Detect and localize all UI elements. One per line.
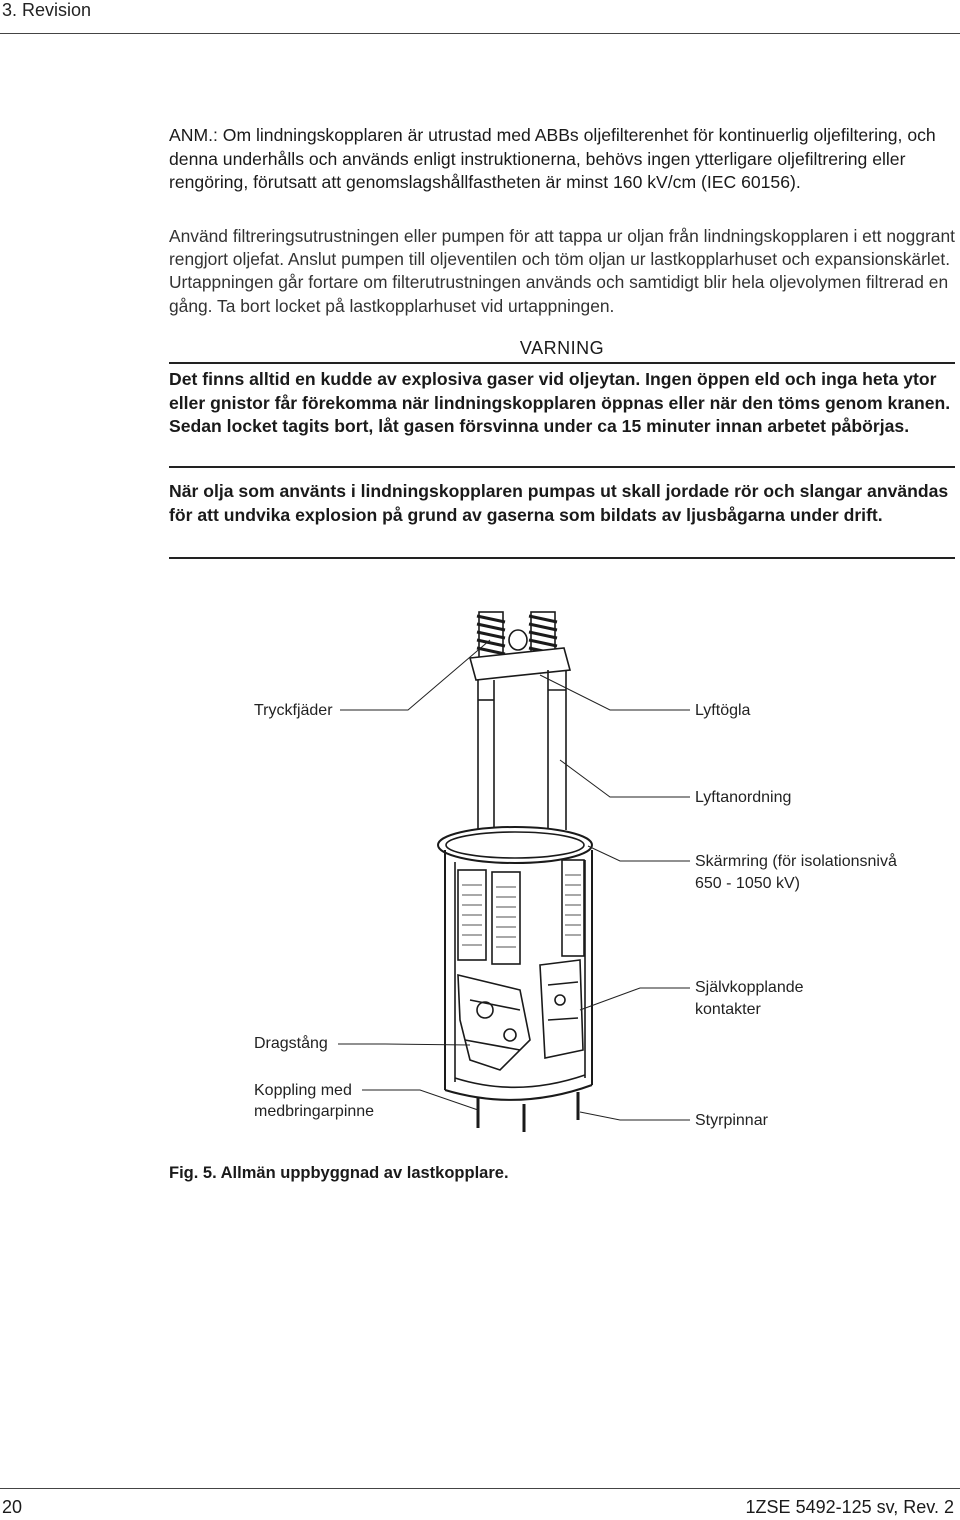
- footer-divider: [0, 1488, 960, 1489]
- contact-panel: [562, 860, 584, 956]
- label-koppling-line1: Koppling med: [254, 1082, 352, 1099]
- leader-lyftogla: [540, 675, 690, 710]
- figure-caption: Fig. 5. Allmän uppbyggnad av lastkopplare.: [169, 1164, 509, 1182]
- warning-title: VARNING: [519, 338, 605, 358]
- label-lyftanordning: Lyftanordning: [695, 789, 792, 806]
- warning-text: Det finns alltid en kudde av explosiva gaser vid oljeytan. Ingen öppen eld och inga heta ytor eller gnistor får förekomma när lindningskopplaren öppnas eller när den töms genom kranen. Sedan locket tagits bort, låt gasen försvinna under ca 15 minuter innan arbetet påbörjas.: [169, 369, 951, 436]
- label-lyftogla: Lyftögla: [695, 702, 751, 719]
- contact-panel: [492, 872, 520, 964]
- leader-tryckfjader: [340, 640, 490, 710]
- leader-koppling: [362, 1090, 478, 1110]
- label-sjalvkopplande-line2: kontakter: [695, 1001, 761, 1018]
- drive-mechanism: [458, 975, 530, 1070]
- label-tryckfjader: Tryckfjäder: [254, 702, 333, 719]
- label-styrpinnar: Styrpinnar: [695, 1112, 768, 1129]
- lifting-eye: [509, 630, 527, 650]
- leader-skarmring: [588, 846, 690, 861]
- document-id: 1ZSE 5492-125 sv, Rev. 2: [745, 1497, 954, 1517]
- leader-styrpinnar: [580, 1112, 690, 1120]
- earthing-paragraph: När olja som använts i lindningskopplaren pumpas ut skall jordade rör och slangar användas för att undvika explosion på grund av gaserna som bildats av ljusbågarna under drift.: [169, 481, 949, 525]
- leader-lyftanordning: [560, 760, 690, 797]
- section-header: 3. Revision: [2, 0, 92, 20]
- compression-spring-left: [477, 612, 505, 658]
- note-paragraph: ANM.: Om lindningskopplaren är utrustad med ABBs oljefilterenhet för kontinuerlig oljefiltering, och denna underhålls och används enligt instruktionerna, behövs ingen ytterligare oljefiltrering eller rengöring, förutsatt att genomslagshållfastheten är minst 160 kV/cm (IEC 60156).: [169, 125, 936, 192]
- page-number: 20: [2, 1497, 23, 1517]
- lifting-rod-left: [478, 680, 494, 836]
- drain-instructions-paragraph: Använd filtreringsutrustningen eller pumpen för att tappa ur oljan från lindningskopplaren i ett noggrant rengjort oljefat. Anslut pumpen till oljeventilen och töm oljan ur lastkopplarhuset och expansionskärlet. Urtappningen går fortare om filterutrustningen används och samtidigt blir hela oljevolymen filtrerad en gång. Ta bort locket på lastkopplarhuset vid urtappningen.: [169, 226, 955, 316]
- label-sjalvkopplande-line1: Självkopplande: [695, 979, 804, 996]
- lifting-rod-right: [548, 670, 566, 830]
- guide-pins: [478, 1092, 578, 1132]
- label-skarmring-line1: Skärmring (för isolationsnivå: [695, 853, 897, 870]
- leader-dragstang: [338, 1044, 470, 1045]
- leader-sjalvkopplande: [580, 988, 690, 1010]
- label-koppling-line2: medbringarpinne: [254, 1103, 375, 1120]
- label-skarmring-line2: 650 - 1050 kV): [695, 875, 800, 892]
- label-dragstang: Dragstång: [254, 1035, 328, 1052]
